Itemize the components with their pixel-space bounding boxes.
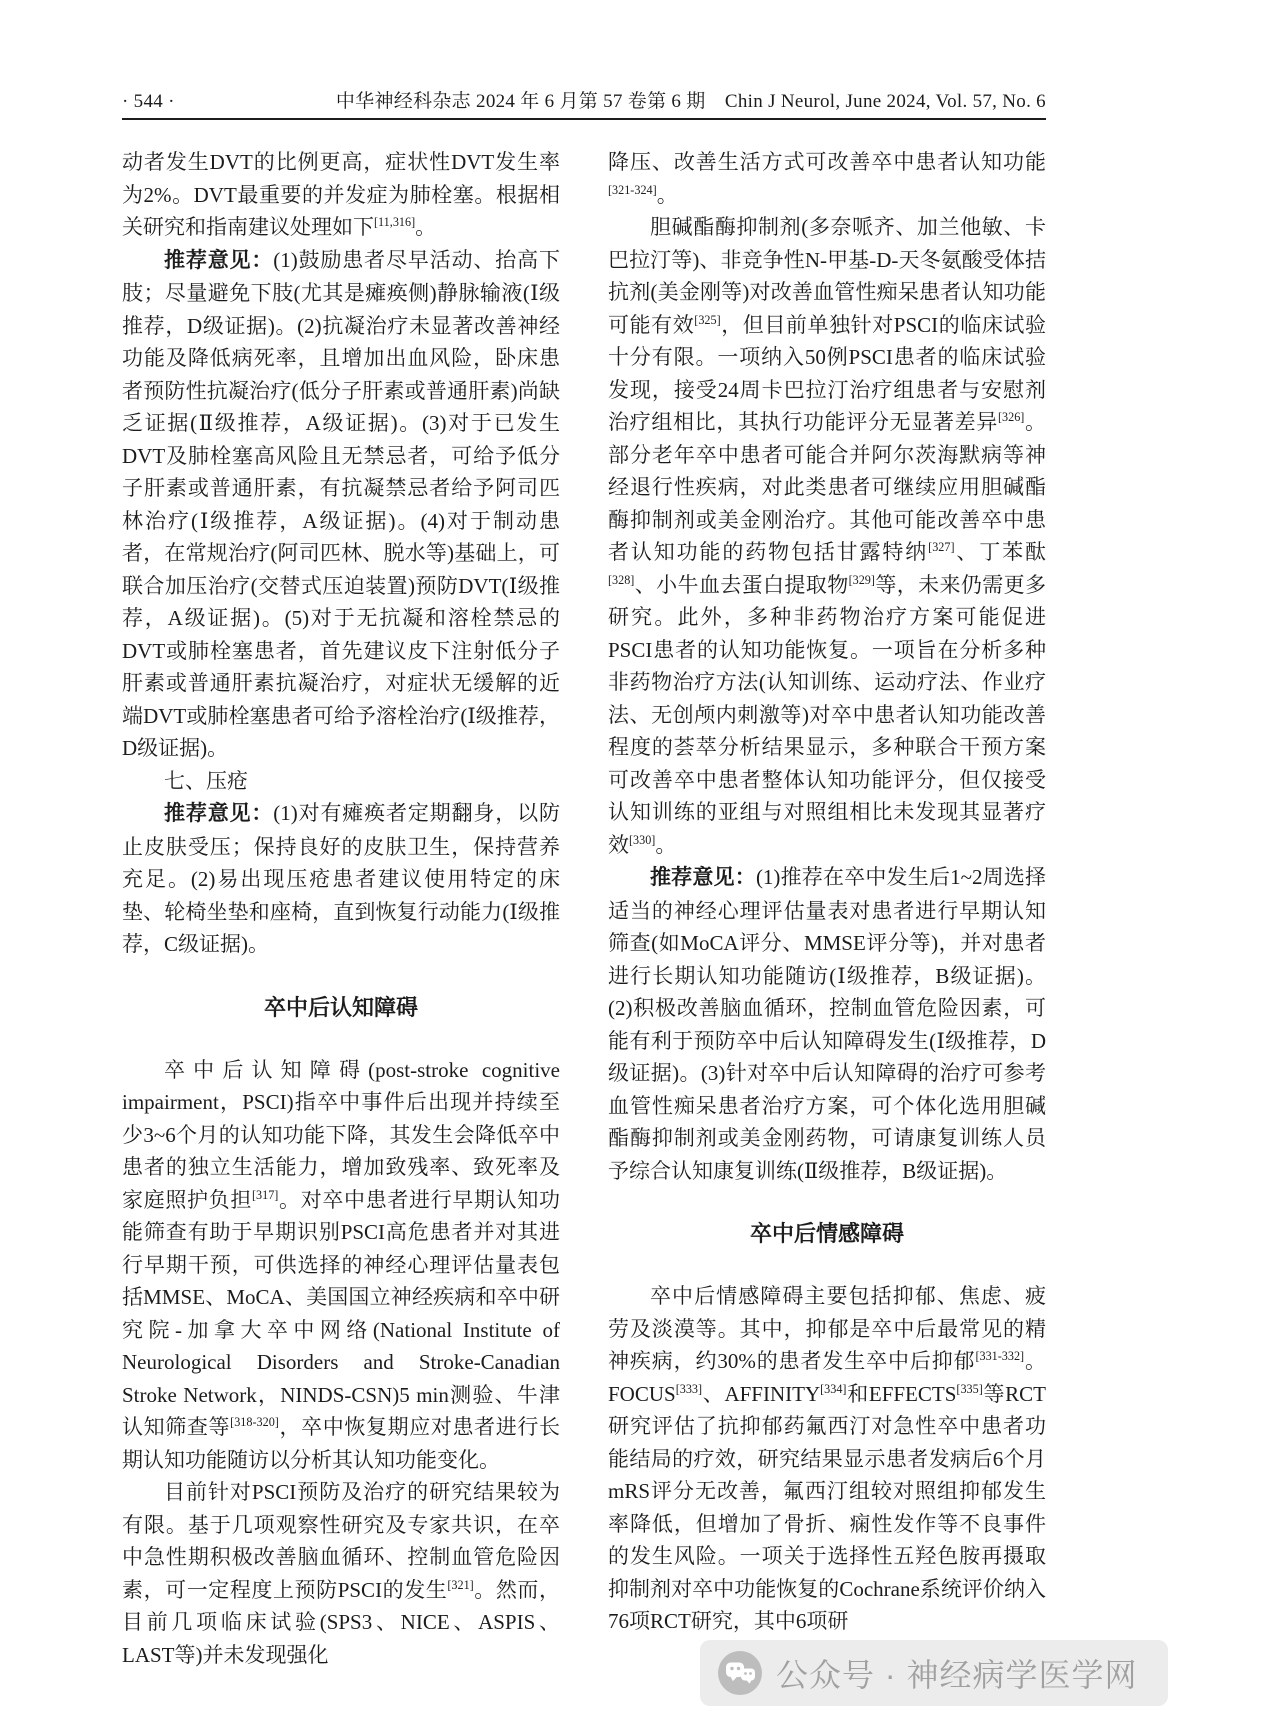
page-header	[122, 86, 1046, 113]
paragraph: 卒中后情感障碍主要包括抑郁、焦虑、疲劳及淡漠等。其中，抑郁是卒中后最常见的精神疾病，约30%的患者发生卒中后抑郁[331-332]。FOCUS[333]、AFFINITY[334]和EFFECTS[335]等RCT研究评估了抗抑郁药氟西汀对急性卒中患者功能结局的疗效，研究结果显示患者发病后6个月mRS评分无改善，氟西汀组较对照组抑郁发生率降低，但增加了骨折、痫性发作等不良事件的发生风险。一项关于选择性五羟色胺再摄取抑制剂对卒中功能恢复的Cochrane系统评价纳入76项RCT研究，其中6项研	[608, 1284, 1046, 1633]
reference-superscript: [318-320]	[230, 1415, 279, 1429]
paragraph: 动者发生DVT的比例更高，症状性DVT发生率为2%。DVT最重要的并发症为肺栓塞。根据相关研究和指南建议处理如下[11,316]。	[122, 150, 560, 239]
reference-superscript: [321-324]	[608, 182, 657, 197]
reference-superscript: [331-332]	[975, 1349, 1025, 1363]
section-heading: 卒中后认知障碍	[263, 994, 418, 1020]
section-heading: 卒中后情感障碍	[749, 1221, 904, 1246]
paragraph: 七、压疮	[164, 768, 248, 793]
right-column	[608, 146, 1046, 1671]
paragraph: 目前针对PSCI预防及治疗的研究结果较为有限。基于几项观察性研究及专家共识，在卒中急性期积极改善脑血循环、控制血管危险因素，可一定程度上预防PSCI的发生[321]。然而，目前几项临床试验(SPS3、NICE、ASPIS、LAST等)并未发现强化	[122, 1480, 560, 1667]
reference-superscript: [325]	[694, 312, 721, 327]
reference-superscript: [317]	[252, 1187, 279, 1202]
paragraph: 推荐意见：(1)对有瘫痪者定期翻身，以防止皮肤受压；保持良好的皮肤卫生，保持营养充足。(2)易出现压疮患者建议使用特定的床垫、轮椅坐垫和座椅，直到恢复行动能力(Ⅰ级推荐，C级证据)。	[122, 801, 560, 956]
journal-citation: 中华神经科杂志 2024 年 6 月第 57 卷第 6 期 Chin J Neurol, June 2024, Vol. 57, No. 6	[335, 91, 1046, 112]
article-body	[122, 146, 1046, 1671]
reference-superscript: [333]	[675, 1381, 703, 1396]
watermark-banner	[700, 1640, 1168, 1706]
paragraph: 降压、改善生活方式可改善卒中患者认知功能[321-324]。	[608, 150, 1046, 207]
paragraph: 推荐意见：(1)推荐在卒中发生后1~2周选择适当的神经心理评估量表对患者进行早期认知筛查(如MoCA评分、MMSE评分等)，并对患者进行长期认知功能随访(Ⅰ级推荐，B级证据)。(2)积极改善脑血循环，控制血管危险因素，可能有利于预防卒中后认知障碍发生(Ⅰ级推荐，D级证据)。(3)针对卒中后认知障碍的治疗可参考血管性痴呆患者治疗方案，可个体化选用胆碱酯酶抑制剂或美金刚药物，可请康复训练人员予综合认知康复训练(Ⅱ级推荐，B级证据)。	[608, 865, 1047, 1183]
header-divider	[122, 118, 1046, 120]
watermark-text: 公众号 · 神经病学医学网	[776, 1657, 1138, 1693]
reference-superscript: [335]	[956, 1381, 983, 1396]
reference-superscript: [11,316]	[374, 215, 416, 229]
reference-superscript: [321]	[447, 1577, 474, 1592]
bold-run-in: 推荐意见：	[650, 866, 756, 889]
left-column	[122, 146, 560, 1671]
reference-superscript: [334]	[820, 1381, 847, 1396]
reference-superscript: [328]	[608, 572, 635, 587]
paragraph: 卒中后认知障碍(post-stroke cognitive impairment，PSCI)指卒中事件后出现并持续至少3~6个月的认知功能下降，其发生会降低卒中患者的独立生活能力，增加致残率、致死率及家庭照护负担[317]。对卒中患者进行早期认知功能筛查有助于早期识别PSCI高危患者并对其进行早期干预，可供选择的神经心理评估量表包括MMSE、MoCA、美国国立神经疾病和卒中研究院-加拿大卒中网络(National Institute of Neurological Disorders and Stroke-Canadian Stroke Network，NINDS-CSN)5 min测验、牛津认知筛查等[318-320]，卒中恢复期应对患者进行长期认知功能随访以分析其认知功能变化。	[122, 1057, 561, 1472]
bold-run-in: 推荐意见：	[164, 248, 274, 272]
wechat-icon	[718, 1651, 762, 1695]
paragraph: 胆碱酯酶抑制剂(多奈哌齐、加兰他敏、卡巴拉汀等)、非竞争性N-甲基-D-天冬氨酸受体拮抗剂(美金刚等)对改善血管性痴呆患者认知功能可能有效[325]，但目前单独针对PSCI的临床试验十分有限。一项纳入50例PSCI患者的临床试验发现，接受24周卡巴拉汀治疗组患者与安慰剂治疗组相比，其执行功能评分无显著差异[326]。部分老年卒中患者可能合并阿尔茨海默病等神经退行性疾病，对此类患者可继续应用胆碱酯酶抑制剂或美金刚治疗。其他可能改善卒中患者认知功能的药物包括甘露特纳[327]、丁苯酞[328]、小牛血去蛋白提取物[329]等，未来仍需更多研究。此外，多种非药物治疗方案可能促进PSCI患者的认知功能恢复。一项旨在分析多种非药物治疗方法(认知训练、运动疗法、作业疗法、无创颅内刺激等)对卒中患者认知功能改善程度的荟萃分析结果显示，多种联合干预方案可改善卒中患者整体认知功能评分，但仅接受认知训练的亚组与对照组相比未发现其显著疗效[330]。	[608, 215, 1047, 857]
reference-superscript: [329]	[848, 572, 875, 587]
reference-superscript: [327]	[928, 540, 955, 554]
reference-superscript: [326]	[997, 410, 1025, 424]
paragraph: 推荐意见：(1)鼓励患者尽早活动、抬高下肢；尽量避免下肢(尤其是瘫痪侧)静脉输液(Ⅰ级推荐，D级证据)。(2)抗凝治疗未显著改善神经功能及降低病死率，且增加出血风险，卧床患者预防性抗凝治疗(低分子肝素或普通肝素)尚缺乏证据(Ⅱ级推荐，A级证据)。(3)对于已发生DVT及肺栓塞高风险且无禁忌者，可给予低分子肝素或普通肝素，有抗凝禁忌者给予阿司匹林治疗(Ⅰ级推荐，A级证据)。(4)对于制动患者，在常规治疗(阿司匹林、脱水等)基础上，可联合加压治疗(交替式压迫装置)预防DVT(Ⅰ级推荐，A级证据)。(5)对于无抗凝和溶栓禁忌的DVT或肺栓塞患者，首先建议皮下注射低分子肝素或普通肝素抗凝治疗，对症状无缓解的近端DVT或肺栓塞患者可给予溶栓治疗(Ⅰ级推荐，D级证据)。	[122, 247, 560, 760]
reference-superscript: [330]	[629, 832, 656, 847]
page-number: · 544 ·	[122, 91, 175, 112]
bold-run-in: 推荐意见：	[164, 802, 274, 825]
